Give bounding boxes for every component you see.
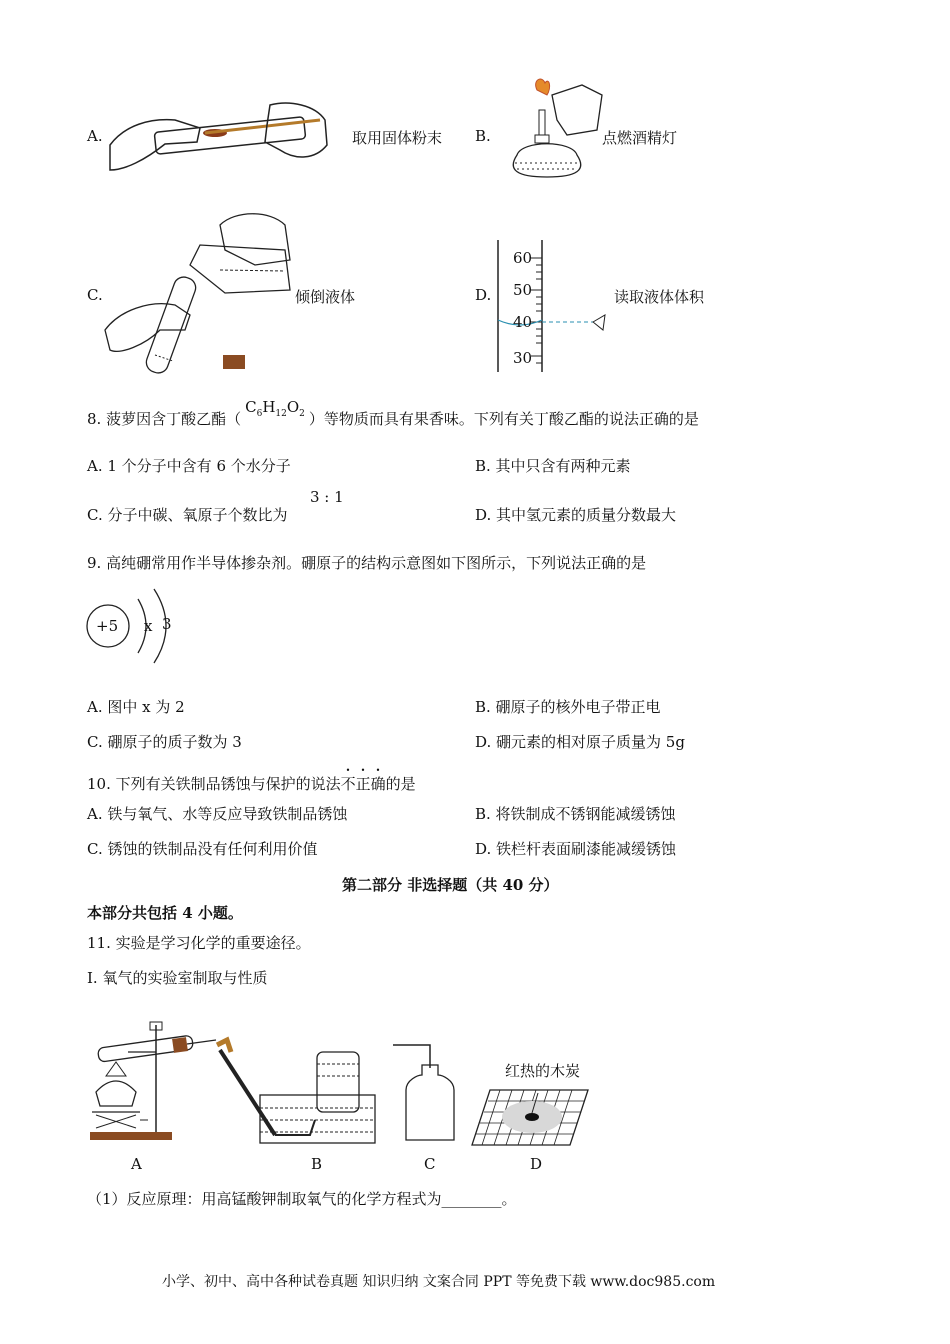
q9-option-b: B. 硼原子的核外电子带正电 <box>475 698 661 716</box>
q8-option-b: B. 其中只含有两种元素 <box>475 457 631 475</box>
q9-option-a: A. 图中 x 为 2 <box>87 698 185 716</box>
q8-option-c: C. 分子中碳、氧原子个数比为 <box>87 506 288 524</box>
formula-c: C <box>245 398 257 416</box>
q9-stem: 9. 高纯硼常用作半导体掺杂剂。硼原子的结构示意图如下图所示，下列说法正确的是 <box>87 554 647 572</box>
q11-sub-question-1: （1）反应原理：用高锰酸钾制取氧气的化学方程式为________。 <box>87 1190 517 1208</box>
atom-shell2-electrons: 3 <box>162 615 172 633</box>
q8-option-a: A. 1 个分子中含有 6 个水分子 <box>87 457 291 475</box>
part2-title: 第二部分 非选择题（共 40 分） <box>342 876 559 894</box>
formula-c-sub: 6 <box>256 409 263 419</box>
option-a-text: 取用固体粉末 <box>352 129 443 147</box>
page-footer: 小学、初中、高中各种试卷真题 知识归纳 文案合同 PPT 等免费下载 www.doc985.com <box>162 1274 716 1290</box>
formula-h-sub: 12 <box>275 409 287 419</box>
apparatus-label-c: C <box>424 1155 436 1173</box>
q8-stem-before: 8. 菠萝因含丁酸乙酯（ <box>87 410 242 428</box>
q8-stem <box>87 398 699 431</box>
formula-o: O <box>286 398 300 416</box>
alcohol-lamp-illustration <box>497 75 607 180</box>
q10-option-c: C. 锈蚀的铁制品没有任何利用价值 <box>87 840 318 858</box>
option-b-text: 点燃酒精灯 <box>602 129 678 147</box>
q9-option-d: D. 硼元素的相对原子质量为 5g <box>475 733 685 751</box>
q11-section-1: I. 氧气的实验室制取与性质 <box>87 969 268 987</box>
formula-o-sub: 2 <box>299 409 305 419</box>
q10-option-d: D. 铁栏杆表面刷漆能减缓锈蚀 <box>475 840 677 858</box>
butyl-acetate-formula <box>245 398 305 419</box>
q8-stem-after: ）等物质而具有果香味。下列有关丁酸乙酯的说法正确的是 <box>308 410 699 428</box>
q10-option-b: B. 将铁制成不锈钢能减缓锈蚀 <box>475 805 676 823</box>
formula-h: H <box>262 398 276 416</box>
apparatus-label-d: D <box>530 1155 543 1173</box>
q10-stem-after: 的是 <box>385 775 416 793</box>
option-c-label: C. <box>87 286 103 304</box>
q9-option-c: C. 硼原子的质子数为 3 <box>87 733 242 751</box>
powder-test-tube-illustration <box>105 100 330 175</box>
apparatus-d-charcoal-on-gauze <box>470 1085 590 1150</box>
cylinder-tick-30: 30 <box>513 349 533 367</box>
q8-option-d: D. 其中氢元素的质量分数最大 <box>475 506 677 524</box>
q10-stem-emphasis: 不正确 <box>340 775 386 793</box>
q11-stem: 11. 实验是学习化学的重要途径。 <box>87 934 311 952</box>
charcoal-label: 红热的木炭 <box>505 1062 581 1080</box>
option-b-label: B. <box>475 127 491 145</box>
q8-option-c-ratio: 3 : 1 <box>310 488 344 506</box>
atom-nucleus-charge: +5 <box>96 617 119 635</box>
option-d-label: D. <box>475 286 492 304</box>
q10-option-a: A. 铁与氧气、水等反应导致铁制品锈蚀 <box>87 805 348 823</box>
option-a-label: A. <box>87 127 103 145</box>
apparatus-a-heating-setup <box>88 1020 218 1145</box>
option-c-text: 倾倒液体 <box>295 288 356 306</box>
apparatus-b-water-collection <box>215 1040 380 1145</box>
cylinder-tick-50: 50 <box>513 281 533 299</box>
atom-shell1-electrons: x <box>144 617 153 635</box>
cylinder-tick-40: 40 <box>513 313 533 331</box>
apparatus-label-a: A <box>131 1155 142 1173</box>
option-d-text: 读取液体体积 <box>614 288 705 306</box>
apparatus-label-b: B <box>311 1155 323 1173</box>
part2-note: 本部分共包括 4 小题。 <box>87 904 243 922</box>
apparatus-c-collection-bottle <box>388 1040 463 1145</box>
q10-stem <box>87 766 416 794</box>
q10-stem-before: 10. 下列有关铁制品锈蚀与保护的说法 <box>87 775 341 793</box>
cylinder-tick-60: 60 <box>513 249 533 267</box>
pouring-liquid-illustration <box>105 205 295 375</box>
